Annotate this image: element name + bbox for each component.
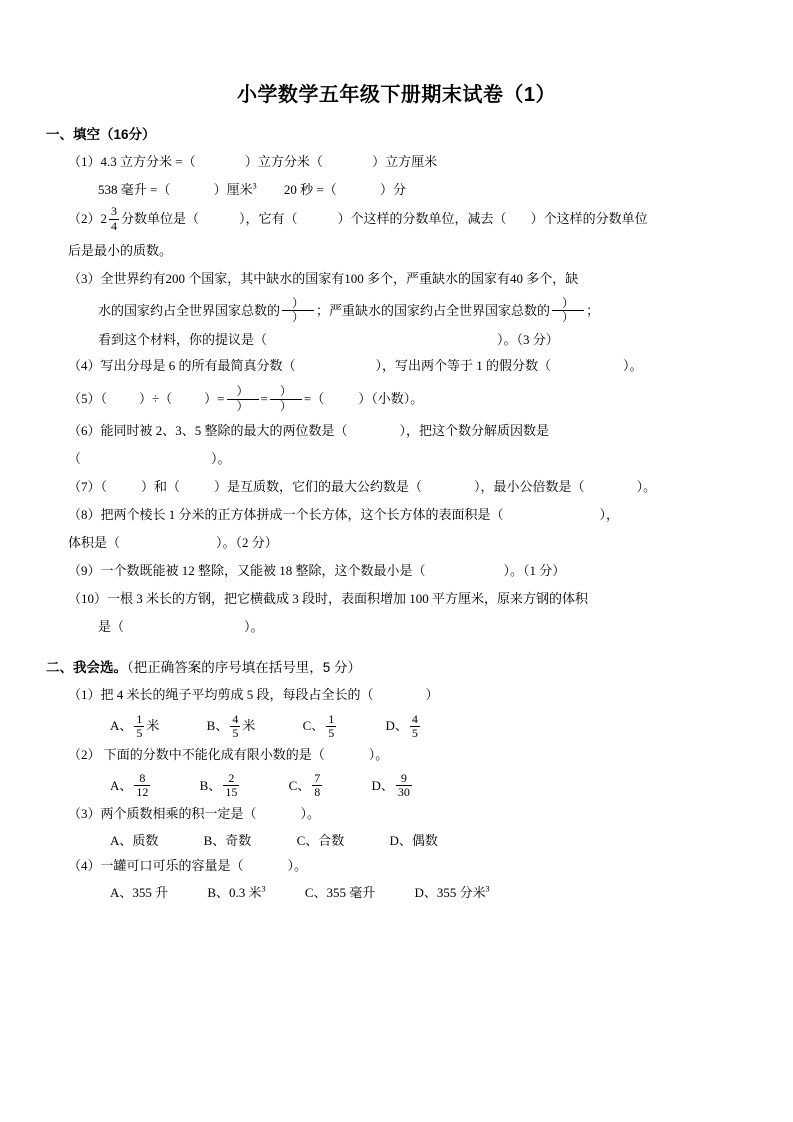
q5-f: ）（小数）。 [358, 391, 424, 407]
option-a[interactable] [110, 710, 159, 741]
fraction-numerator: ） [282, 297, 314, 311]
question-fill-4 [46, 353, 747, 379]
fraction-numerator: ） [270, 385, 302, 399]
fraction-denominator: 5 [328, 725, 335, 740]
question-fill-8 [46, 502, 747, 528]
c4-stem-end: ）。 [287, 858, 308, 874]
question-choice-2 [46, 742, 747, 768]
q7-d: ），最小公倍数是（ [474, 479, 585, 495]
fraction-4-5 [230, 713, 240, 741]
c1-stem-end: ） [425, 687, 439, 703]
fraction-denominator: 8 [314, 785, 321, 800]
page-title: 小学数学五年级下册期末试卷（1） [236, 84, 557, 106]
question-fill-3 [46, 266, 747, 292]
option-b[interactable]: B、奇数 [203, 832, 252, 848]
option-d[interactable] [371, 770, 413, 801]
question-fill-5 [46, 381, 747, 416]
cubic-superscript: 3 [252, 181, 257, 191]
q8-c: 体积是（ [68, 535, 121, 551]
fraction-denominator: ） [562, 310, 575, 325]
q3-line2-a: 水的国家约占全世界国家总数的 [98, 302, 281, 318]
option-label: D、355 分米 [414, 885, 486, 901]
q3-line3-a: 看到这个材料，你的提议是（ [98, 332, 268, 348]
option-c[interactable] [289, 770, 325, 801]
fraction-numerator: 4 [411, 711, 418, 726]
unit-superscript: 3 [261, 885, 266, 895]
q4-b: ），写出两个等于 1 的假分数（ [375, 358, 552, 374]
q1-line2-b: ）厘米 [213, 182, 253, 197]
unit-superscript: 3 [485, 885, 490, 895]
fraction-denominator: ） [279, 398, 292, 413]
option-a[interactable]: A、质数 [110, 832, 159, 848]
q6-b: ），把这个数分解质因数是 [399, 423, 550, 439]
question-fill-3-line2 [46, 294, 747, 328]
fraction-denominator: 12 [136, 785, 149, 800]
option-label: C、 [288, 777, 311, 793]
q1-line1-a: （1）4.3 立方分米 =（ [68, 154, 196, 169]
c3-stem-end: ）。 [300, 805, 321, 821]
c1-stem: （1）把 4 米长的绳子平均剪成 5 段，每段占全长的（ [68, 687, 374, 703]
question-fill-1 [46, 149, 747, 175]
option-label: C、355 毫升 [304, 885, 376, 901]
q7-e: ）。 [636, 479, 657, 495]
fraction-denominator: 30 [397, 785, 410, 800]
q7-b: ）和（ [141, 479, 181, 495]
section-heading-fill: 一、填空（16分） [46, 127, 156, 142]
fraction-numerator: 8 [134, 772, 150, 786]
q10-line1: （10）一根 3 米长的方钢，把它横截成 3 段时，表面积增加 100 平方厘米，原来方钢的体积 [68, 591, 589, 607]
choice-2-options [46, 770, 747, 801]
q9-a: （9）一个数既能被 12 整除，又能被 18 整除，这个数最小是（ [68, 563, 426, 579]
q3-line2-b: ；严重缺水的国家约占全世界国家总数的 [316, 302, 551, 318]
question-fill-2-line2 [46, 238, 747, 264]
q1-line1-b: ）立方分米（ [244, 154, 323, 169]
option-label: B、 [206, 718, 229, 734]
option-label: D、 [371, 777, 394, 793]
option-b[interactable] [207, 881, 265, 906]
option-label: C、 [302, 718, 325, 734]
question-fill-10 [46, 586, 747, 612]
question-fill-10-line2 [46, 614, 747, 640]
fraction-numerator: 2 [223, 772, 239, 786]
fraction-4-5-b [410, 713, 420, 741]
choice-heading-note: （把正确答案的序号填在括号里，5 分） [127, 660, 362, 676]
fraction-numerator: ） [227, 385, 259, 399]
fraction-9-30 [396, 772, 412, 800]
question-fill-1-line2 [46, 177, 747, 203]
q8-b: ）， [599, 507, 620, 523]
fraction-1-5-b [326, 713, 336, 741]
fraction-blank-4 [270, 385, 302, 413]
question-fill-2 [46, 203, 747, 236]
q3-line3-b: ）。（3 分） [497, 332, 559, 348]
mixed-number-2-three-quarters [68, 203, 121, 236]
option-label: B、 [199, 777, 222, 793]
fraction-numerator: 4 [232, 711, 239, 726]
c4-stem: （4）一罐可口可乐的容量是（ [68, 858, 244, 874]
option-c[interactable]: C、合数 [296, 832, 345, 848]
fraction-blank-3 [227, 385, 259, 413]
q5-d: = [260, 391, 268, 407]
question-fill-7 [46, 474, 747, 500]
section-heading-choice [46, 656, 747, 676]
question-fill-9 [46, 558, 747, 584]
q4-c: ）。 [623, 358, 643, 374]
choice-3-options [46, 829, 747, 854]
fraction-denominator: 5 [136, 725, 143, 740]
fraction-blank-2 [552, 297, 584, 325]
fraction-denominator: 5 [411, 725, 418, 740]
q6-a: （6）能同时被 2、3、5 整除的最大的两位数是（ [68, 423, 348, 439]
option-label: A、 [110, 777, 133, 793]
fraction-denominator: 5 [232, 725, 239, 740]
question-fill-6 [46, 418, 747, 444]
q2-c: ）个这样的分数单位，减去（ [337, 211, 507, 226]
fraction-numerator: 7 [314, 770, 321, 785]
option-c[interactable] [305, 881, 375, 906]
q1-line2-d: ）分 [379, 182, 406, 197]
fraction-blank-1 [282, 297, 314, 325]
fraction-numerator: 3 [111, 204, 118, 219]
option-label: D、 [385, 718, 408, 734]
q6-c: （ [68, 451, 82, 467]
q1-line2-a: 538 毫升 =（ [98, 182, 171, 197]
c3-stem: （3）两个质数相乘的积一定是（ [68, 805, 257, 821]
option-a[interactable] [110, 770, 152, 801]
q9-b: ）。（1 分） [503, 563, 566, 579]
option-c[interactable] [303, 710, 339, 741]
q1-line1-c: ）立方厘米 [372, 154, 438, 169]
fraction-2-15 [223, 772, 239, 800]
q2-e: 后是最小的质数。 [68, 242, 173, 258]
option-label: B、0.3 米 [207, 885, 262, 901]
option-b[interactable] [200, 770, 242, 801]
q7-a: （7）（ [68, 479, 108, 495]
q2-b: ），它有（ [239, 211, 298, 226]
fraction-1-5 [134, 713, 144, 741]
q4-a: （4）写出分母是 6 的所有最简真分数（ [68, 358, 296, 374]
c2-stem-end: ）。 [368, 746, 389, 762]
question-fill-6-line2 [46, 446, 747, 472]
choice-1-options [46, 710, 747, 741]
q1-line2-c: 20 秒 =（ [283, 182, 337, 197]
q10-line2-a: 是（ [98, 619, 125, 635]
option-label: A、 [110, 718, 133, 734]
option-d[interactable] [386, 710, 422, 741]
q5-e: =（ [303, 391, 325, 407]
question-choice-1 [46, 682, 747, 708]
choice-heading-bold: 二、我会选。 [46, 660, 127, 676]
option-d[interactable]: D、偶数 [389, 832, 438, 848]
q3-line1: （3）全世界约有200 个国家，其中缺水的国家有100 多个，严重缺水的国家有40 多个，缺 [68, 270, 579, 286]
fraction-denominator: ） [292, 310, 305, 325]
fraction-denominator: 4 [111, 218, 118, 233]
q7-c: ）是互质数，它们的最大公约数是（ [214, 479, 423, 495]
option-unit: 米 [242, 718, 256, 734]
q6-d: ）。 [211, 451, 231, 467]
fraction-denominator: ） [236, 398, 249, 413]
q5-b: ）÷（ [139, 391, 173, 407]
fraction-numerator: 1 [328, 711, 335, 726]
fraction-numerator: 9 [396, 772, 412, 786]
option-unit: 米 [146, 718, 160, 734]
q10-line2-b: ）。 [244, 619, 264, 635]
q8-d: ）。（2 分） [216, 535, 278, 551]
fraction-7-8 [312, 772, 322, 800]
option-label: A、355 升 [110, 885, 169, 901]
fraction-numerator: 1 [136, 711, 143, 726]
question-choice-4 [46, 853, 747, 879]
fraction-numerator: ） [552, 297, 584, 311]
choice-4-options [46, 881, 747, 906]
q8-a: （8）把两个棱长 1 分米的正方体拼成一个长方体，这个长方体的表面积是（ [68, 507, 504, 523]
fraction-denominator: 15 [225, 785, 238, 800]
fraction-8-12 [134, 772, 150, 800]
q2-lead: （2）2 [68, 211, 108, 226]
question-fill-3-line3 [46, 327, 747, 353]
question-fill-8-line2 [46, 530, 747, 556]
q5-c: ）= [204, 391, 225, 407]
q2-a: 分数单位是（ [121, 211, 200, 226]
q5-a: （5）（ [68, 391, 108, 407]
q2-d: ）个这样的分数单位 [530, 211, 648, 226]
option-d[interactable] [414, 881, 489, 906]
option-a[interactable] [110, 881, 168, 906]
question-choice-3 [46, 801, 747, 827]
c2-stem: （2） 下面的分数中不能化成有限小数的是（ [68, 746, 325, 762]
fraction-3-4 [109, 205, 119, 233]
q3-line2-c: ； [586, 302, 600, 318]
option-b[interactable] [207, 710, 256, 741]
